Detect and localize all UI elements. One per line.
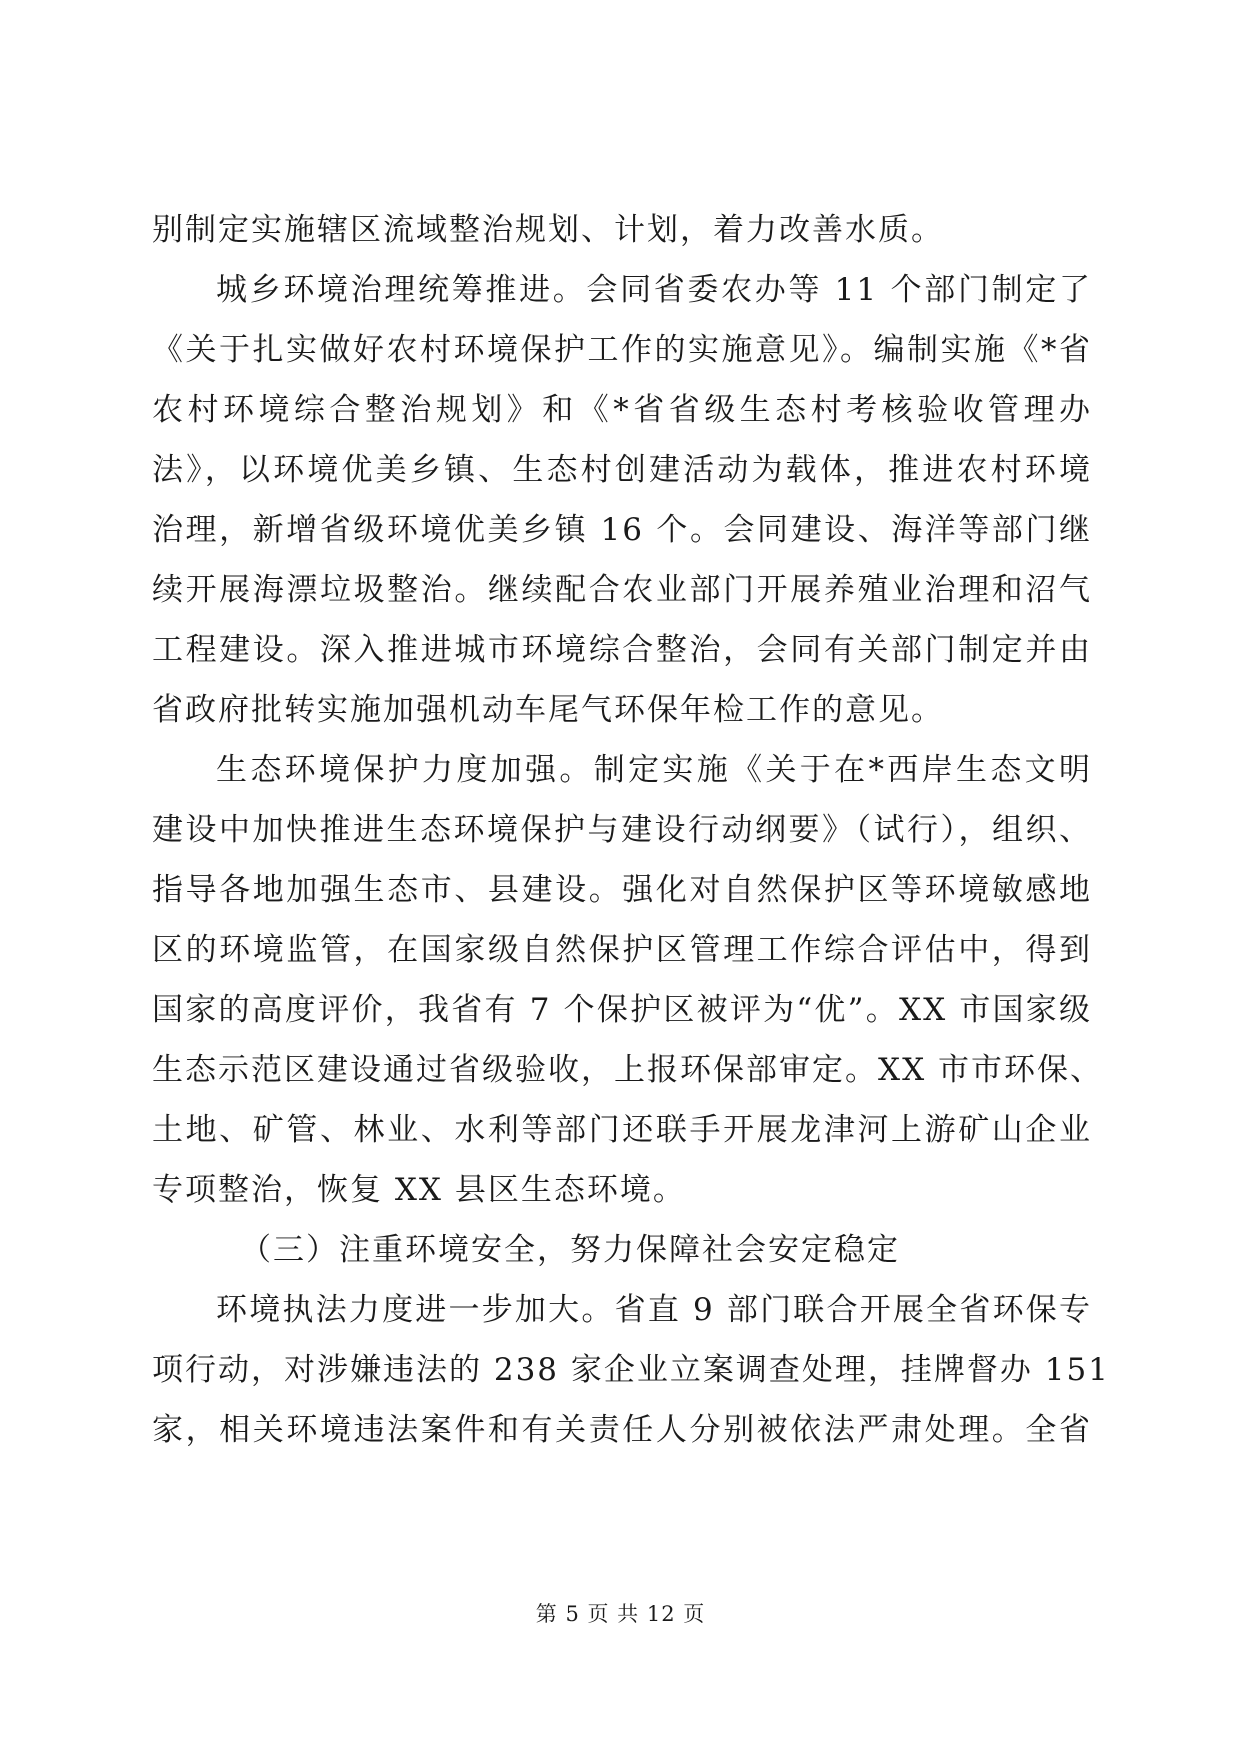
section-heading: （三）注重环境安全，努力保障社会安定稳定	[240, 1232, 900, 1268]
text-line: 生态示范区建设通过省级验收，上报环保部审定。XX 市市环保、	[152, 1052, 1103, 1088]
text-line: 国家的高度评价，我省有 7 个保护区被评为“优”。XX 市国家级	[152, 992, 1092, 1028]
text-line: 别制定实施辖区流域整治规划、计划，着力改善水质。	[152, 212, 944, 248]
text-line: 工程建设。深入推进城市环境综合整治，会同有关部门制定并由	[152, 632, 1092, 668]
text-line: 省政府批转实施加强机动车尾气环保年检工作的意见。	[152, 692, 944, 728]
text-line: 农村环境综合整治规划》和《*省省级生态村考核验收管理办	[152, 392, 1092, 428]
document-body	[152, 200, 1110, 1460]
text-line: 治理，新增省级环境优美乡镇 16 个。会同建设、海洋等部门继	[152, 512, 1092, 548]
text-line: 城乡环境治理统筹推进。会同省委农办等 11 个部门制定了	[216, 272, 1092, 308]
text-line: 指导各地加强生态市、县建设。强化对自然保护区等环境敏感地	[152, 872, 1092, 908]
text-line: 续开展海漂垃圾整治。继续配合农业部门开展养殖业治理和沼气	[152, 572, 1092, 608]
text-line: 《关于扎实做好农村环境保护工作的实施意见》。编制实施《*省	[152, 332, 1092, 368]
text-line: 土地、矿管、林业、水利等部门还联手开展龙津河上游矿山企业	[152, 1112, 1092, 1148]
page-number-footer: 第 5 页 共 12 页	[535, 1602, 706, 1626]
text-line: 建设中加快推进生态环境保护与建设行动纲要》（试行），组织、	[152, 812, 1092, 848]
text-line: 生态环境保护力度加强。制定实施《关于在*西岸生态文明	[216, 752, 1092, 788]
text-line: 家，相关环境违法案件和有关责任人分别被依法严肃处理。全省	[152, 1412, 1092, 1448]
text-line: 环境执法力度进一步加大。省直 9 部门联合开展全省环保专	[216, 1292, 1092, 1328]
text-line: 区的环境监管，在国家级自然保护区管理工作综合评估中，得到	[152, 932, 1092, 968]
text-line: 项行动，对涉嫌违法的 238 家企业立案调查处理，挂牌督办 151	[152, 1352, 1110, 1388]
text-line: 法》，以环境优美乡镇、生态村创建活动为载体，推进农村环境	[152, 452, 1092, 488]
text-line: 专项整治，恢复 XX 县区生态环境。	[152, 1172, 686, 1208]
